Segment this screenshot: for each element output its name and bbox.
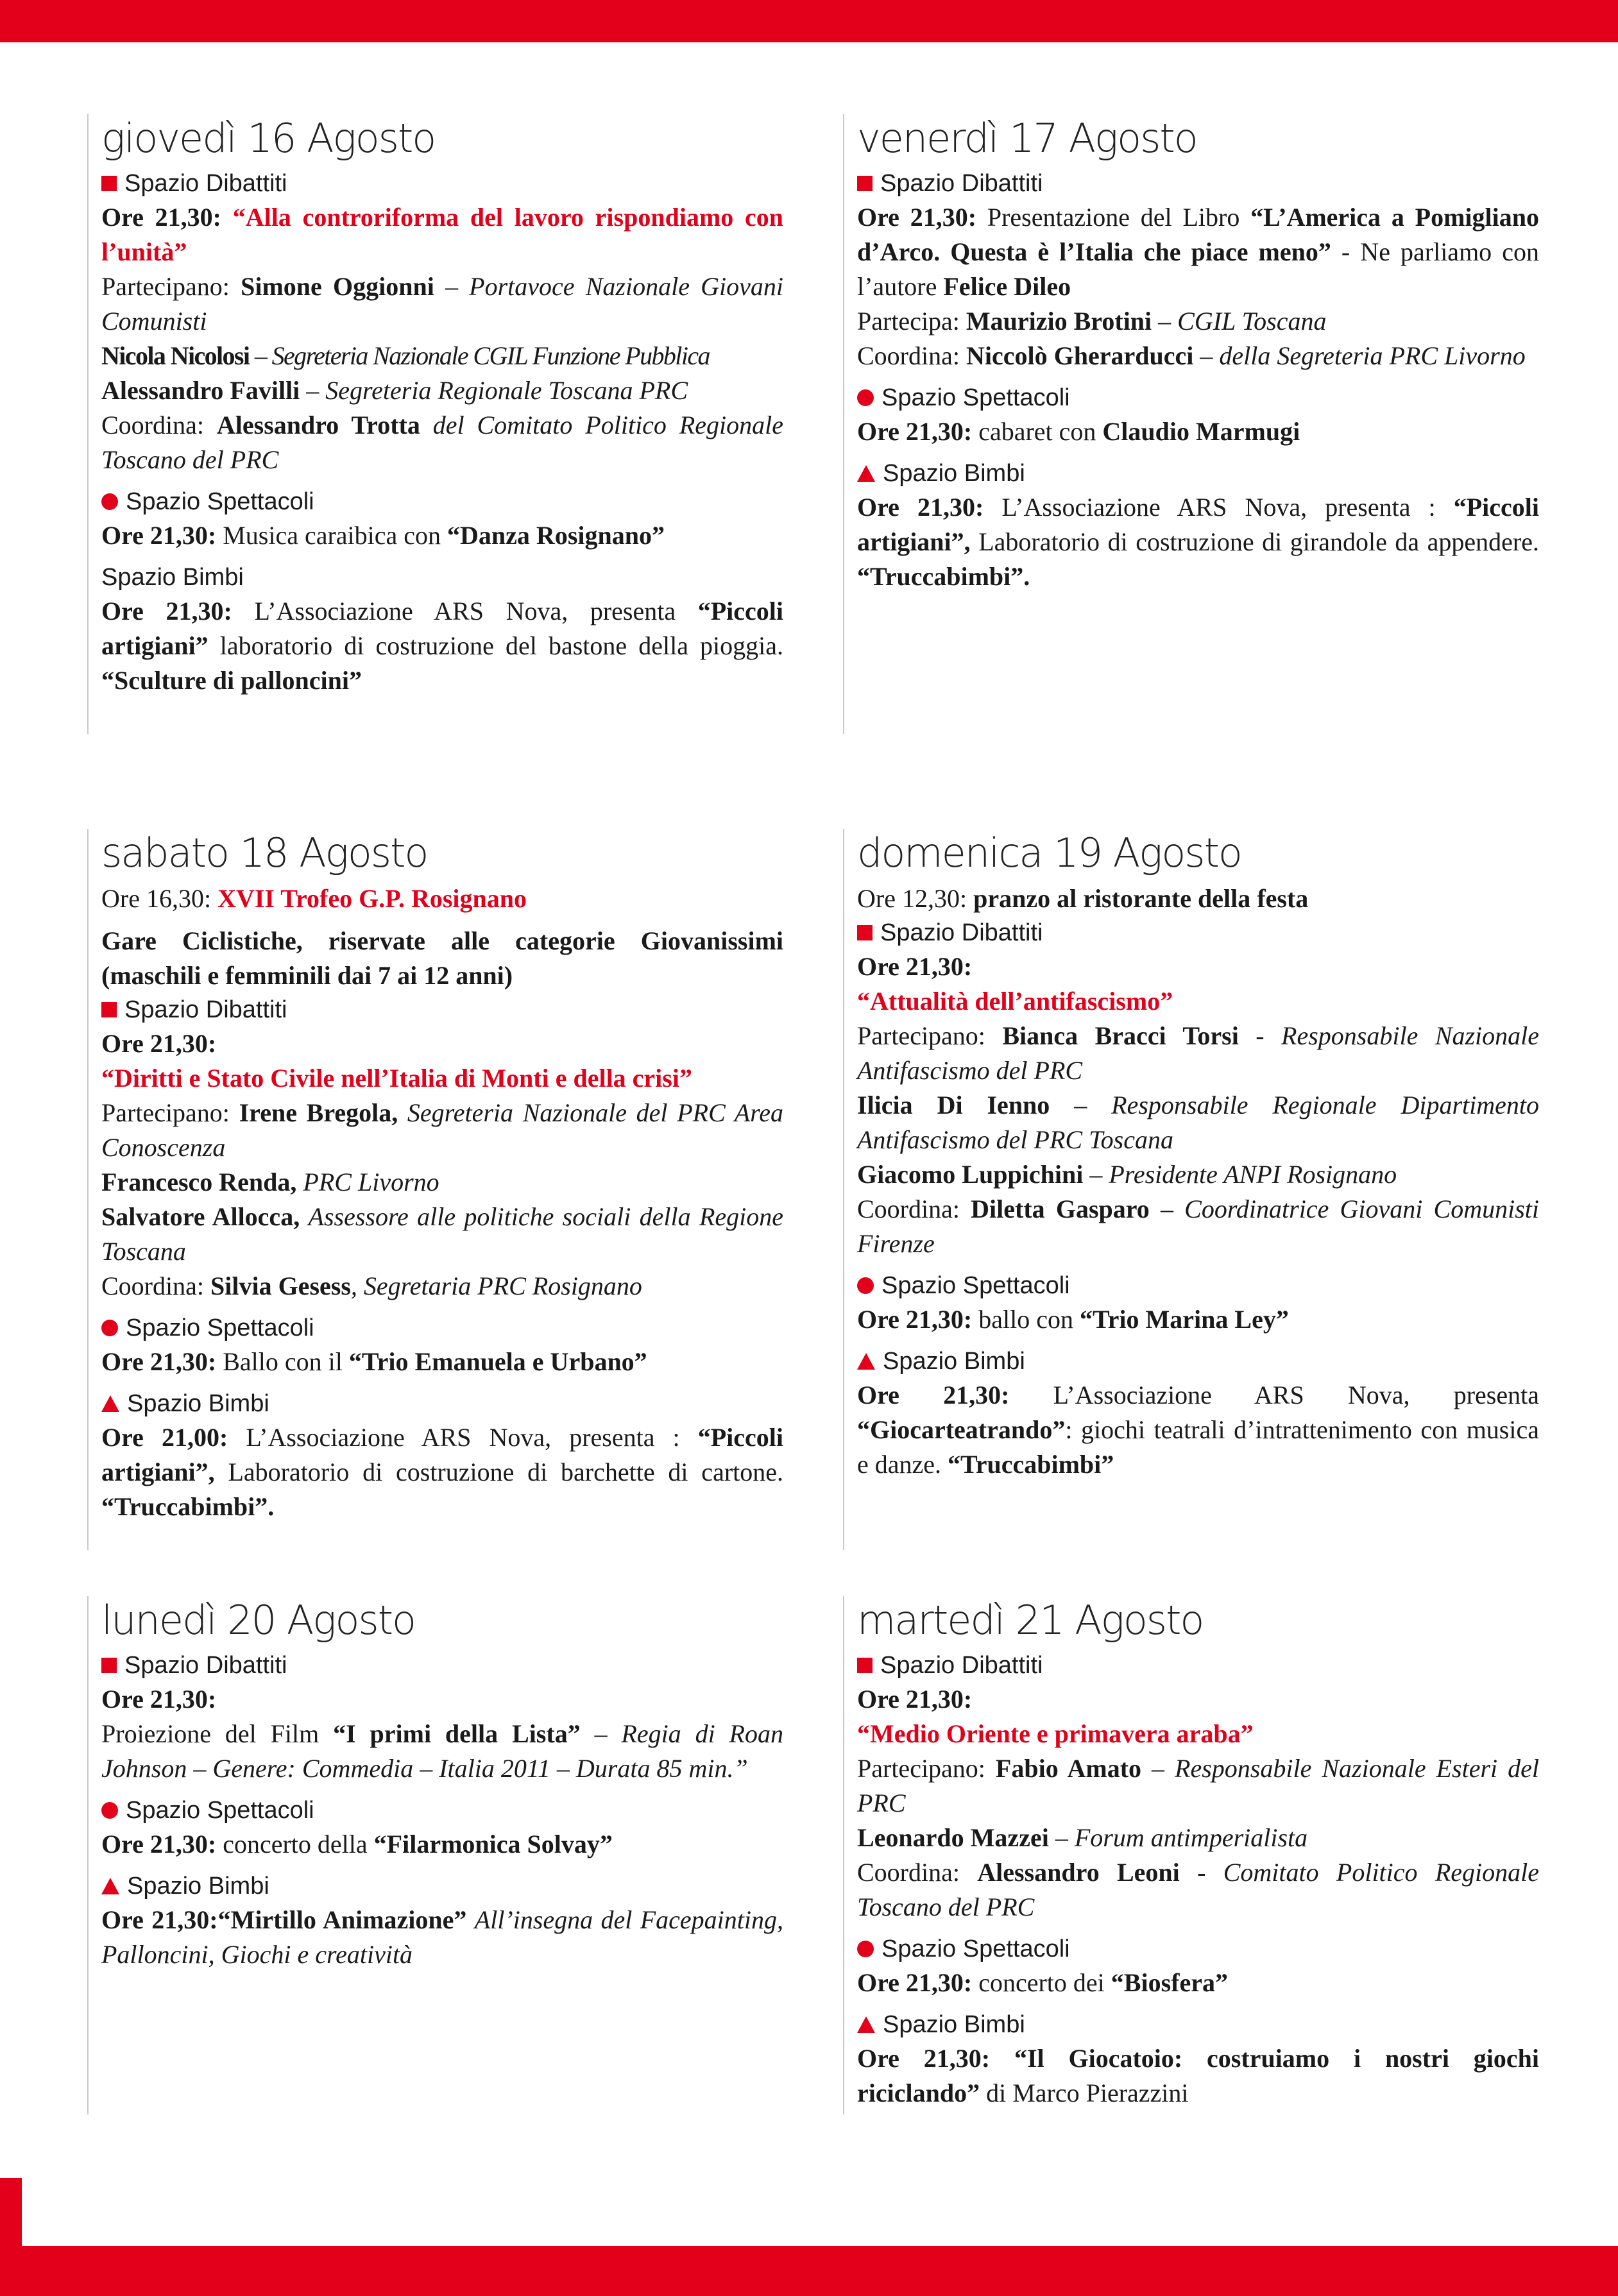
section-dibattiti: Spazio Dibattiti <box>101 167 783 200</box>
day-title: sabato 18 Agosto <box>101 829 428 876</box>
section-dibattiti: Spazio Dibattiti <box>857 1649 1539 1682</box>
day-sunday-19 <box>843 829 1539 1550</box>
coordinator: Coordina: Alessandro Trotta del Comitato Politico Regionale Toscano del PRC <box>101 411 783 474</box>
participant: Partecipa: Maurizio Brotini – CGIL Toscana <box>857 307 1327 336</box>
day-title: lunedì 20 Agosto <box>101 1597 415 1644</box>
day-thursday-16 <box>87 114 783 734</box>
debate-entry: Ore 21,30: Presentazione del Libro “L’America a Pomigliano d’Arco. Questa è l’Italia che piace meno” - Ne parliamo con l’autore Felice Dileo <box>857 203 1540 301</box>
section-bimbi: Spazio Bimbi <box>101 1387 783 1420</box>
debate-title: “Diritti e Stato Civile nell’Italia di Monti e della crisi” <box>101 1064 692 1093</box>
day-tuesday-21 <box>843 1596 1539 2114</box>
participant: Partecipano: Simone Oggionni – Portavoce Nazionale Giovani Comunisti <box>101 272 784 336</box>
film-entry: Proiezione del Film “I primi della Lista” – Regia di Roan Johnson – Genere: Commedia – Italia 2011 – Durata 85 min.” <box>101 1719 783 1783</box>
participant: Leonardo Mazzei – Forum antimperialista <box>857 1823 1308 1852</box>
show-entry: Ore 21,30: cabaret con Claudio Marmugi <box>857 417 1300 446</box>
coordinator: Coordina: Diletta Gasparo – Coordinatrice Giovani Comunisti Firenze <box>857 1195 1539 1258</box>
participant: Partecipano: Bianca Bracci Torsi - Responsabile Nazionale Antifascismo del PRC <box>857 1021 1540 1085</box>
triangle-icon <box>857 1353 875 1370</box>
triangle-icon <box>101 1395 119 1412</box>
circle-icon <box>101 1320 118 1336</box>
section-dibattiti: Spazio Dibattiti <box>101 993 783 1026</box>
triangle-icon <box>857 2016 875 2033</box>
square-icon <box>857 925 873 940</box>
day-friday-17 <box>843 114 1539 734</box>
debate-entry: Ore 21,30: “Alla controriforma del lavoro rispondiamo con l’unità” <box>101 203 784 266</box>
section-spettacoli: Spazio Spettacoli <box>857 381 1539 414</box>
debate-time: Ore 21,30: <box>101 1685 217 1713</box>
circle-icon <box>857 1941 874 1957</box>
bottom-red-band <box>0 2246 1618 2296</box>
coordinator: Coordina: Silvia Gesess, Segretaria PRC Rosignano <box>101 1271 642 1300</box>
circle-icon <box>857 389 874 406</box>
kids-entry: Ore 21,30: L’Associazione ARS Nova, presenta : “Piccoli artigiani”, Laboratorio di costruzione di girandole da appendere. “Truccabimbi”. <box>857 493 1540 591</box>
circle-icon <box>101 1802 118 1819</box>
event-description: Gare Ciclistiche, riservate alle categorie Giovanissimi (maschili e femminili dai 7 ai 12 anni) <box>101 926 783 990</box>
day-title: martedì 21 Agosto <box>857 1597 1204 1644</box>
section-spettacoli: Spazio Spettacoli <box>101 1311 783 1345</box>
participant: Salvatore Allocca, Assessore alle politiche sociali della Regione Toscana <box>101 1202 783 1266</box>
kids-entry: Ore 21,30:“Mirtillo Animazione” All’insegna del Facepainting, Palloncini, Giochi e creatività <box>101 1905 784 1969</box>
coordinator: Coordina: Niccolò Gherarducci – della Segreteria PRC Livorno <box>857 341 1526 370</box>
day-title: giovedì 16 Agosto <box>101 115 436 162</box>
section-spettacoli: Spazio Spettacoli <box>101 485 783 518</box>
participant: Partecipano: Fabio Amato – Responsabile Nazionale Esteri del PRC <box>857 1754 1539 1817</box>
show-entry: Ore 21,30: concerto della “Filarmonica Solvay” <box>101 1830 613 1858</box>
day-monday-20 <box>87 1596 783 2114</box>
section-bimbi: Spazio Bimbi <box>857 457 1539 490</box>
kids-entry: Ore 21,30: L’Associazione ARS Nova, presenta “Piccoli artigiani” laboratorio di costruzione del bastone della pioggia. “Sculture di palloncini” <box>101 597 784 695</box>
debate-time: Ore 21,30: <box>857 1685 973 1713</box>
event-entry: Ore 12,30: pranzo al ristorante della festa <box>857 884 1309 913</box>
section-spettacoli: Spazio Spettacoli <box>857 1932 1539 1966</box>
kids-entry: Ore 21,30: “Il Giocatoio: costruiamo i nostri giochi riciclando” di Marco Pierazzini <box>857 2044 1540 2107</box>
participant: Francesco Renda, PRC Livorno <box>101 1168 439 1196</box>
section-spettacoli: Spazio Spettacoli <box>857 1269 1539 1302</box>
day-title: venerdì 17 Agosto <box>857 115 1197 162</box>
debate-time: Ore 21,30: <box>101 1029 217 1058</box>
debate-time: Ore 21,30: <box>857 952 973 981</box>
participant: Ilicia Di Ienno – Responsabile Regionale Dipartimento Antifascismo del PRC Toscana <box>857 1091 1539 1154</box>
participant: Alessandro Favilli – Segreteria Regionale Toscana PRC <box>101 376 688 405</box>
day-saturday-18 <box>87 829 783 1550</box>
circle-icon <box>101 493 118 510</box>
coordinator: Coordina: Alessandro Leoni - Comitato Politico Regionale Toscano del PRC <box>857 1858 1539 1921</box>
kids-entry: Ore 21,30: L’Associazione ARS Nova, presenta “Giocarteatrando”: giochi teatrali d’intrattenimento con musica e danze. “Truccabimbi” <box>857 1381 1539 1479</box>
triangle-icon <box>857 465 875 482</box>
kids-entry: Ore 21,00: L’Associazione ARS Nova, presenta : “Piccoli artigiani”, Laboratorio di costruzione di barchette di cartone. “Truccabimbi”. <box>101 1423 784 1521</box>
debate-title: “Attualità dell’antifascismo” <box>857 987 1173 1016</box>
section-dibattiti: Spazio Dibattiti <box>857 916 1539 949</box>
show-entry: Ore 21,30: Ballo con il “Trio Emanuela e Urbano” <box>101 1347 647 1376</box>
section-spettacoli: Spazio Spettacoli <box>101 1794 783 1827</box>
participant: Partecipano: Irene Bregola, Segreteria Nazionale del PRC Area Conoscenza <box>101 1098 783 1162</box>
triangle-icon <box>101 1878 119 1894</box>
top-red-band <box>0 0 1618 42</box>
show-entry: Ore 21,30: Musica caraibica con “Danza Rosignano” <box>101 521 665 550</box>
square-icon <box>857 1658 873 1673</box>
participant: Giacomo Luppichini – Presidente ANPI Rosignano <box>857 1160 1397 1189</box>
square-icon <box>101 176 117 191</box>
section-dibattiti: Spazio Dibattiti <box>857 167 1539 200</box>
show-entry: Ore 21,30: concerto dei “Biosfera” <box>857 1968 1228 1997</box>
circle-icon <box>857 1277 874 1294</box>
section-bimbi: Spazio Bimbi <box>101 564 244 591</box>
square-icon <box>101 1658 117 1673</box>
square-icon <box>101 1002 117 1017</box>
section-dibattiti: Spazio Dibattiti <box>101 1649 783 1682</box>
section-bimbi: Spazio Bimbi <box>857 2008 1539 2041</box>
section-bimbi: Spazio Bimbi <box>857 1345 1539 1378</box>
event-entry: Ore 16,30: XVII Trofeo G.P. Rosignano <box>101 884 527 913</box>
day-title: domenica 19 Agosto <box>857 829 1241 876</box>
section-bimbi: Spazio Bimbi <box>101 1869 783 1903</box>
participant: Nicola Nicolosi – Segreteria Nazionale CGIL Funzione Pubblica <box>101 341 710 370</box>
show-entry: Ore 21,30: ballo con “Trio Marina Ley” <box>857 1305 1289 1334</box>
debate-title: “Medio Oriente e primavera araba” <box>857 1719 1254 1748</box>
square-icon <box>857 176 873 191</box>
